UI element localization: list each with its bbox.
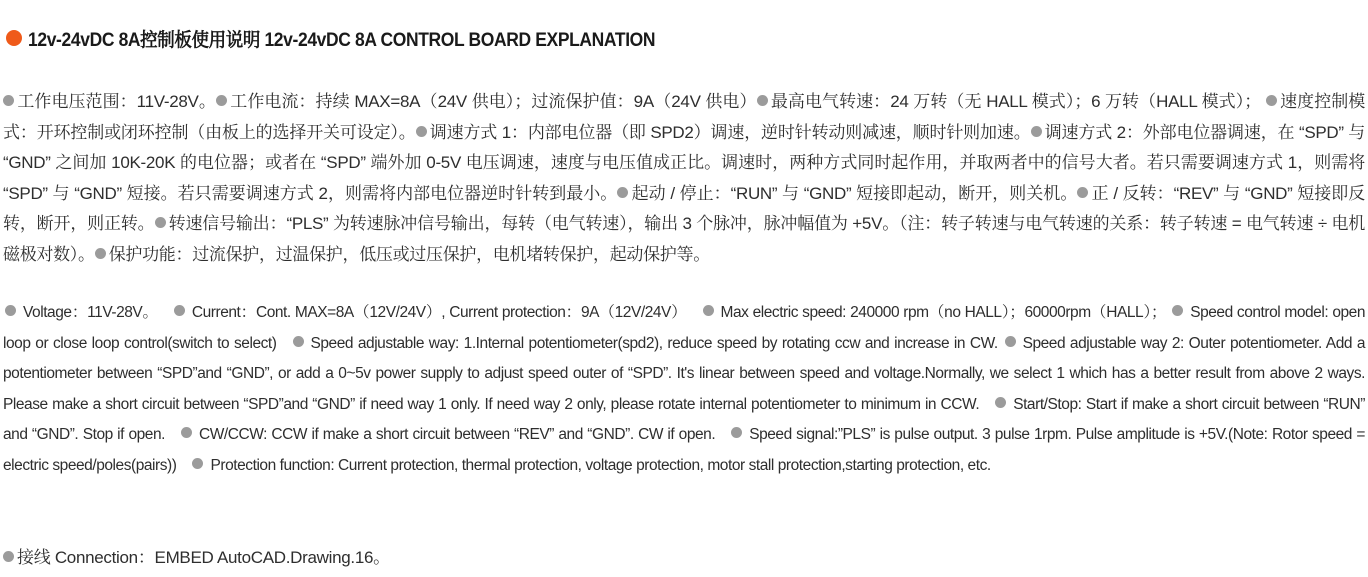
en-current-text: Current：Cont. MAX=8A（12V/24V）, Current protection：9A（12V/24V） — [191, 304, 687, 321]
cn-adjust-way1-text: 调速方式 1：内部电位器（即 SPD2）调速，逆时针转动则减速，顺时针则加速。 — [429, 122, 1031, 142]
en-start-stop-text: Start/Stop: Start if make a short circuit between “RUN” and “GND”. Stop if open. — [3, 395, 1365, 443]
gray-bullet-icon — [731, 427, 742, 438]
gray-bullet-icon — [416, 126, 427, 137]
en-direction-item — [165, 426, 715, 443]
en-protection-text: Protection function: Current protection, thermal protection, voltage protection, motor stall protection,starting protection, etc. — [210, 456, 991, 474]
gray-bullet-icon — [703, 305, 714, 316]
gray-bullet-icon — [216, 95, 227, 106]
cn-voltage-item — [3, 92, 216, 111]
en-speed-control-text: Speed control model: open loop or close loop control(switch to select) — [3, 304, 1365, 352]
cn-max-speed-item — [757, 92, 1261, 111]
gray-bullet-icon — [1077, 187, 1088, 198]
page-title: 12v-24vDC 8A控制板使用说明 12v-24vDC 8A CONTROL BOARD EXPLANATION — [28, 29, 656, 51]
gray-bullet-icon — [1031, 126, 1042, 137]
en-current-item — [158, 304, 687, 321]
cn-start-stop-text: 起动 / 停止：“RUN” 与 “GND” 短接即起动，断开，则关机。 — [631, 183, 1078, 203]
cn-protection-text: 保护功能：过流保护，过温保护，低压或过压保护，电机堵转保护，起动保护等。 — [108, 244, 710, 264]
gray-bullet-icon — [192, 458, 203, 469]
en-max-speed-item — [687, 304, 1167, 321]
cn-voltage-text: 工作电压范围：11V-28V。 — [17, 92, 216, 111]
cn-max-speed-text: 最高电气转速：24 万转（无 HALL 模式）；6 万转（HALL 模式）； — [770, 92, 1261, 111]
cn-adjust-way1-item — [416, 123, 1031, 142]
cn-protection-item — [95, 245, 710, 264]
connection-text: 接线 Connection：EMBED AutoCAD.Drawing.16。 — [17, 548, 390, 567]
gray-bullet-icon — [617, 187, 628, 198]
cn-speed-signal-text: 转速信号输出：“PLS” 为转速脉冲信号输出，每转（电气转速），输出 3 个脉冲，脉冲幅值为 +5V。（注：转子转速与电气转速的关系：转子转速 = 电气转速 ÷ 电机磁极对数）。 — [3, 214, 1365, 264]
gray-bullet-icon — [995, 397, 1006, 408]
gray-bullet-icon — [1266, 95, 1277, 106]
cn-direction-text: 正 / 反转：“REV” 与 “GND” 短接即反转，断开，则正转。 — [3, 183, 1365, 233]
gray-bullet-icon — [155, 217, 166, 228]
gray-bullet-icon — [757, 95, 768, 106]
gray-bullet-icon — [95, 248, 106, 259]
connection-line — [3, 543, 1365, 573]
english-specification — [3, 298, 1365, 481]
cn-start-stop-item — [617, 184, 1077, 203]
gray-bullet-icon — [5, 305, 16, 316]
en-adjust-way1-item — [277, 335, 998, 352]
en-max-speed-text: Max electric speed: 240000 rpm（no HALL）；60000rpm（HALL）； — [720, 304, 1167, 321]
gray-bullet-icon — [174, 305, 185, 316]
title-row — [6, 24, 710, 52]
orange-bullet-icon — [6, 30, 22, 46]
en-protection-item — [176, 457, 990, 474]
gray-bullet-icon — [1005, 336, 1016, 347]
cn-speed-control-text: 速度控制模式：开环控制或闭环控制（由板上的选择开关可设定）。 — [3, 92, 1365, 142]
en-voltage-text: Voltage：11V-28V。 — [23, 304, 158, 321]
gray-bullet-icon — [181, 427, 192, 438]
cn-current-text: 工作电流：持续 MAX=8A（24V 供电）；过流保护值：9A（24V 供电） — [229, 92, 757, 111]
gray-bullet-icon — [293, 336, 304, 347]
cn-adjust-way2-text: 调速方式 2：外部电位器调速，在 “SPD” 与 “GND” 之间加 10K-20K 的电位器；或者在 “SPD” 端外加 0-5V 电压调速，速度与电压值成正比。调速时，两种方式同时起作用，并取两者中的信号大者。若只需要调速方式 1，则需将 “SPD” 与 “GND” 短接。若只需要调速方式 2，则需将内部电位器逆时针转到最小。 — [3, 122, 1366, 203]
en-adjust-way1-text: Speed adjustable way: 1.Internal potentiometer(spd2), reduce speed by rotating ccw and increase in CW. — [310, 334, 998, 352]
en-voltage-item — [3, 304, 158, 321]
gray-bullet-icon — [3, 551, 14, 562]
cn-current-item — [216, 92, 757, 111]
chinese-specification — [3, 87, 1365, 270]
en-speed-signal-text: Speed signal:”PLS” is pulse output. 3 pulse 1rpm. Pulse amplitude is +5V.(Note: Rotor speed = electric speed/poles(pairs)) — [3, 426, 1365, 474]
en-adjust-way2-text: Speed adjustable way 2: Outer potentiometer. Add a potentiometer between “SPD”and “GND”, or add a 0~5v power supply to adjust speed outer of “SPD”. It's linear between speed and voltage.Normally, we select 1 which has a better result from above 2 ways. Please make a short circuit between “SPD”and “GND” if need way 1 only. If need way 2 only, please rotate internal potentiometer to minimum in CCW. — [3, 334, 1365, 413]
en-direction-text: CW/CCW: CCW if make a short circuit between “REV” and “GND”. CW if open. — [198, 426, 716, 443]
gray-bullet-icon — [3, 95, 14, 106]
gray-bullet-icon — [1172, 305, 1183, 316]
